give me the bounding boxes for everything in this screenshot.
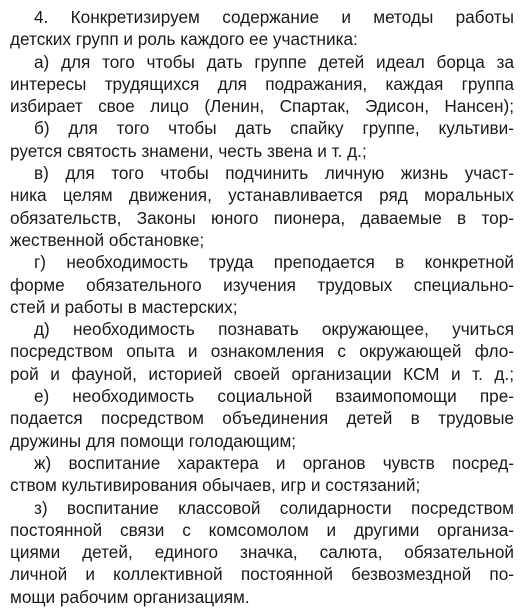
text-line: интересы трудящихся для подражания, каждая группа (10, 73, 514, 94)
text-line: ством культивирования обычаев, игр и состязаний; (10, 475, 421, 496)
text-line: избирает свое лицо (Ленин, Спартак, Эдисон, Нансен); (10, 96, 514, 117)
text-line: г) необходимость труда преподается в конкретной (34, 252, 514, 273)
text-line: детских групп и роль каждого ее участника: (10, 29, 358, 50)
text-line: жественной обстановке; (10, 229, 205, 250)
text-line: ж) воспитание характера и органов чувств посред- (34, 452, 514, 473)
text-line: ника целям движения, устанавливается ряд моральных (10, 185, 514, 206)
text-line: е) необходимость социальной взаимопомощи пре- (34, 386, 514, 407)
text-line: б) для того чтобы дать спайку группе, культиви- (34, 118, 514, 139)
text-line: подается посредством объединения детей в трудовые (10, 408, 514, 429)
text-line: дружины для помощи голодающим; (10, 430, 297, 451)
text-line: стей и работы в мастерских; (10, 296, 238, 317)
text-line: циями детей, единого значка, салюта, обязательной (10, 542, 514, 563)
text-line: а) для того чтобы дать группе детей идеал борца за (34, 51, 514, 72)
document-text-body (10, 6, 514, 608)
text-line: обязательств, Законы юного пионера, даваемые в тор- (10, 207, 514, 228)
text-line: в) для того чтобы подчинить личную жизнь участ- (34, 163, 514, 184)
text-line: з) воспитание классовой солидарности посредством (34, 497, 514, 518)
text-line: 4. Конкретизируем содержание и методы работы (34, 7, 514, 27)
text-line: форме обязательного изучения трудовых специально- (10, 274, 514, 295)
text-line: посредством опыта и ознакомления с окружающей фло- (10, 341, 514, 362)
text-line: руется святость знамени, честь звена и т. д.; (10, 140, 367, 161)
text-line: рой и фауной, историей своей организации КСМ и т. д.; (10, 363, 514, 384)
text-line: мощи рабочим организациям. (10, 586, 250, 607)
text-line: д) необходимость познавать окружающее, учиться (34, 319, 514, 340)
text-line: личной и коллективной постоянной безвозмездной по- (10, 564, 514, 585)
text-line: постоянной связи с комсомолом и другими организа- (10, 519, 514, 540)
